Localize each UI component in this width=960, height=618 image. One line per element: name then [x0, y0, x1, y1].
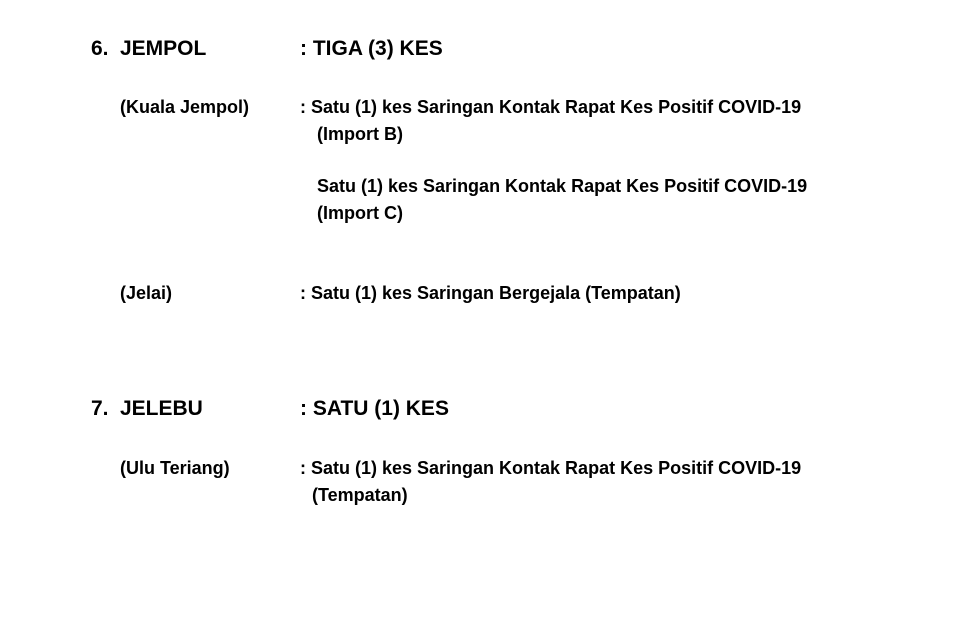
- district-total: : TIGA (3) KES: [300, 37, 443, 60]
- locality-name: (Jelai): [120, 283, 173, 303]
- case-description: : Satu (1) kes Saringan Bergejala (Tempatan): [300, 283, 681, 303]
- section-number: 7.: [91, 397, 109, 420]
- case-entry: [300, 94, 801, 148]
- locality-name: (Ulu Teriang): [120, 458, 230, 478]
- district-total: : SATU (1) KES: [300, 397, 449, 420]
- district-name: JEMPOL: [120, 37, 207, 60]
- case-source: (Import C): [317, 203, 403, 223]
- case-entry: [300, 280, 681, 307]
- case-source: (Tempatan): [312, 485, 408, 505]
- case-description: : Satu (1) kes Saringan Kontak Rapat Kes Positif COVID-19: [300, 458, 802, 478]
- case-source: (Import B): [317, 124, 403, 144]
- case-description: Satu (1) kes Saringan Kontak Rapat Kes Positif COVID-19: [317, 176, 808, 196]
- section-number: 6.: [91, 37, 109, 60]
- case-entry: [300, 455, 801, 509]
- district-name: JELEBU: [120, 397, 203, 420]
- locality-name: (Kuala Jempol): [120, 97, 250, 117]
- case-entry: [317, 173, 807, 227]
- case-description: : Satu (1) kes Saringan Kontak Rapat Kes Positif COVID-19: [300, 97, 802, 117]
